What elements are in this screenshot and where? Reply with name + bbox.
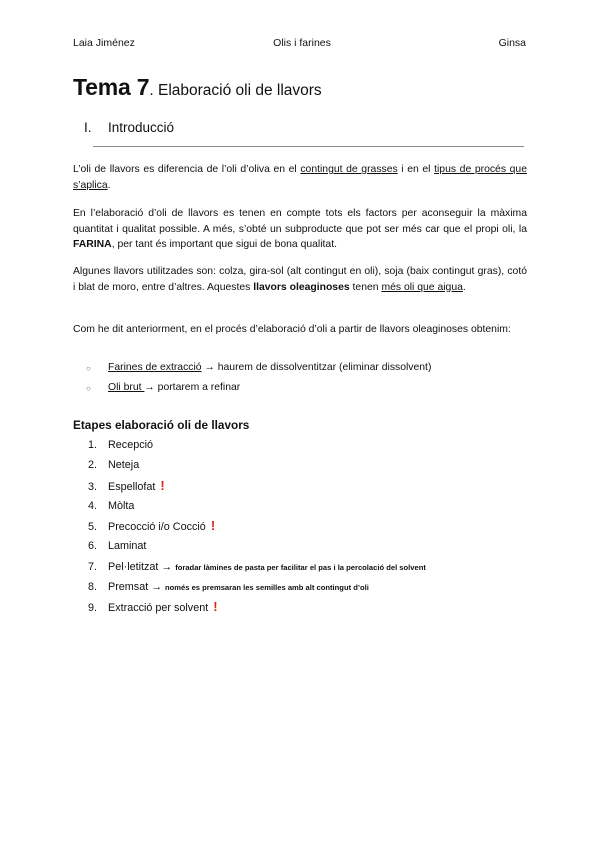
section-heading — [84, 120, 174, 135]
p1-text-c: . — [107, 179, 111, 191]
bullet-term: Oli brut — [108, 382, 145, 393]
exclamation-icon: ! — [160, 477, 165, 493]
list-item — [86, 360, 431, 380]
step-label: Mòlta — [108, 499, 135, 512]
step-label: Espellofat — [108, 480, 159, 493]
header-author: Laia Jiménez — [73, 37, 135, 49]
title-tema: Tema 7 — [73, 74, 150, 100]
bullet-list — [86, 360, 431, 400]
page-header — [73, 37, 526, 51]
p1-text-a: L’oli de llavors es diferencia de l’oli d’oliva en el — [73, 164, 301, 175]
section-divider — [93, 146, 524, 147]
step-note: foradar làmines de pasta per facilitar el pas i la percolació del solvent — [175, 562, 426, 572]
p1-underline-2: tipus de procés que s’aplica — [73, 164, 527, 191]
section-number: I. — [84, 120, 92, 135]
arrow-icon: → — [151, 581, 165, 594]
steps-list — [88, 437, 426, 620]
list-item — [88, 538, 426, 558]
header-company: Ginsa — [498, 37, 526, 49]
list-item — [88, 478, 426, 498]
step-label: Extracció per solvent — [108, 602, 212, 615]
paragraph-1 — [73, 162, 527, 193]
paragraph-4: Com he dit anteriorment, en el procés d’elaboració d’oli a partir de llavors oleaginoses obtenim: — [73, 324, 511, 335]
list-item — [88, 437, 426, 457]
header-subject: Olis i farines — [273, 37, 331, 49]
step-note: només es premsaran les semilles amb alt contingut d’oli — [165, 583, 369, 593]
step-label: Recepció — [108, 439, 154, 451]
step-label: Laminat — [108, 540, 147, 553]
title-separator: . — [149, 82, 158, 99]
step-number: 6. — [88, 540, 98, 553]
exclamation-icon: ! — [210, 518, 216, 534]
step-label: Premsat — [108, 581, 152, 594]
steps-heading: Etapes elaboració oli de llavors — [73, 418, 250, 432]
p2-bold: FARINA — [73, 239, 112, 250]
p2-text-c: , per tant és important que sigui de bona qualitat. — [111, 239, 337, 250]
bullet-circle-icon: ○ — [86, 364, 91, 373]
bullet-circle-icon: ○ — [86, 384, 91, 393]
section-title: Introducció — [108, 120, 175, 135]
step-number: 4. — [88, 499, 98, 512]
step-number: 8. — [88, 581, 98, 594]
list-item — [88, 599, 426, 619]
step-number: 3. — [88, 480, 98, 493]
step-number: 2. — [88, 459, 98, 472]
p3-underline: més oli que aigua — [381, 281, 463, 293]
list-item — [88, 457, 426, 477]
p1-text-b: i en el — [397, 164, 435, 175]
exclamation-icon: ! — [213, 599, 218, 615]
p2-text-a: En l’elaboració d’oli de llavors es tenen en compte tots els factors per aconseguir la màxima quantitat i qualitat possible. A més, s’obté un subproducte que pot ser més car que el propi oli, la — [73, 208, 527, 235]
step-label: Pel·letitzat — [108, 560, 162, 573]
p3-text-a: Algunes llavors utilitzades son: colza, gira-sol (alt contingut en oli), soja (baix contingut gras), cotó i blat de moro, entre d’altres. Aquestes — [73, 266, 527, 293]
step-number: 7. — [88, 560, 98, 573]
step-number: 9. — [88, 602, 98, 615]
title-subtitle: Elaboració oli de llavors — [157, 82, 322, 99]
step-number: 5. — [88, 521, 98, 534]
list-item — [88, 498, 426, 518]
p3-bold: llavors oleaginoses — [253, 281, 350, 293]
bullet-text: → haurem de dissolventitzar (eliminar dissolvent) — [201, 362, 432, 373]
list-item — [86, 380, 431, 400]
bullet-text: → portarem a refinar — [144, 382, 241, 393]
page-title — [73, 74, 322, 101]
list-item — [88, 559, 426, 579]
step-label: Precocció i/o Cocció — [108, 521, 209, 534]
step-number: 1. — [88, 439, 98, 451]
list-item — [88, 518, 426, 538]
p1-underline-1: contingut de grasses — [300, 164, 398, 175]
step-label: Neteja — [108, 459, 140, 472]
paragraph-2 — [73, 206, 527, 253]
p3-text-b: tenen — [349, 281, 382, 293]
list-item — [88, 579, 426, 599]
bullet-term: Farines de extracció — [108, 362, 202, 373]
arrow-icon: → — [161, 560, 176, 573]
paragraph-3 — [73, 264, 527, 295]
p3-text-c: . — [462, 281, 466, 293]
